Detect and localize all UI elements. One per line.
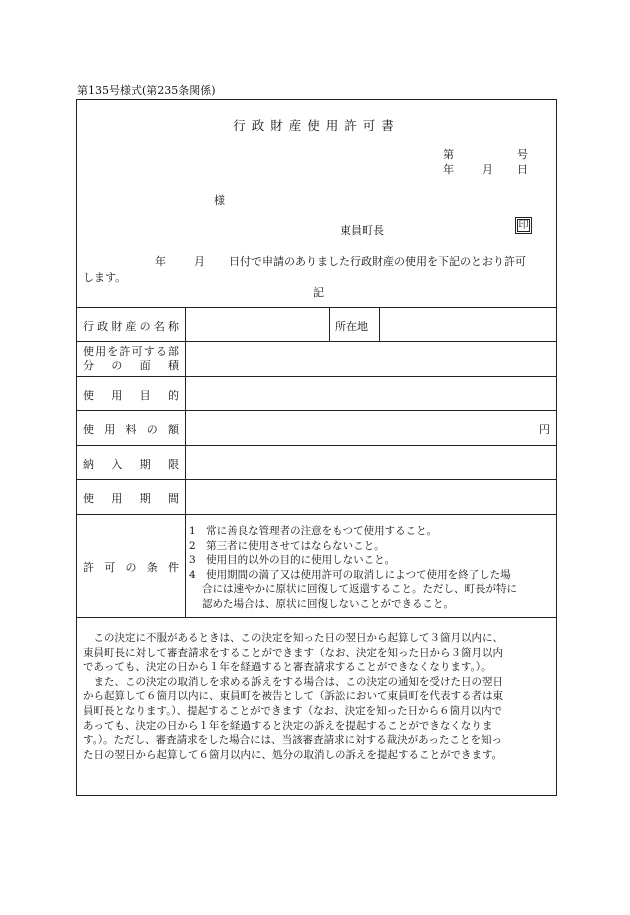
appeal-notice [83, 631, 551, 762]
row-rule [77, 445, 556, 446]
notice-line: た日の翌日から起算して６箇月以内に、処分の取消しの訴えを提起することができます。 [83, 748, 503, 761]
issuer-name: 東員町長 [340, 224, 384, 237]
ki-heading: 記 [313, 286, 324, 299]
intro-year: 年 [155, 255, 166, 268]
conditions-list [189, 524, 551, 611]
date-day: 日 [517, 163, 528, 176]
intro-month: 月 [194, 255, 205, 268]
label-column-rule [185, 307, 186, 617]
notice-line: 員町長となります。）、提起することができます（なお、決定を知った日から６箇月以内で [83, 704, 503, 717]
area-label-line1: 使用を許可する部 [83, 345, 179, 358]
intro-text: 日付で申請のありました行政財産の使用を下記のとおり許可 [229, 255, 526, 268]
payment-due-label: 納入期限 [83, 458, 179, 471]
number-suffix: 号 [517, 148, 528, 161]
condition-item-cont: 認めた場合は、原状に回復しないことができること。 [202, 597, 454, 610]
row-rule [77, 410, 556, 411]
addressee-suffix: 様 [214, 194, 225, 207]
condition-item: 4 使用期間の満了又は使用許可の取消しによつて使用を終了した場 [189, 568, 511, 581]
notice-line: この決定に不服があるときは、この決定を知った日の翌日から起算して３箇月以内に、 [83, 632, 503, 644]
notice-line: であっても、決定の日から１年を経過すると審査請求することができなくなります。）。 [83, 661, 492, 674]
area-label-line2: 分の面積 [83, 359, 179, 372]
notice-line: す。）。ただし、審査請求をした場合には、当該審査請求に対する裁決があったことを知っ [83, 734, 503, 747]
form-number-label: 第135号様式(第235条関係) [77, 84, 216, 97]
row-rule [77, 514, 556, 515]
location-label: 所在地 [335, 320, 368, 333]
number-prefix: 第 [443, 148, 454, 161]
row-rule [77, 376, 556, 377]
notice-line: また、この決定の取消しを求める訴えをする場合は、この決定の通知を受けた日の翌日 [83, 675, 503, 688]
row-rule [77, 341, 556, 342]
intro-text-cont: します。 [83, 271, 127, 284]
condition-item: 2 第三者に使用させてはならないこと。 [189, 539, 385, 552]
condition-item-cont: 合には速やかに原状に回復して返還すること。ただし、町長が特に [202, 583, 517, 595]
location-left-rule [329, 307, 330, 341]
conditions-label: 許可の条件 [83, 561, 179, 574]
seal-mark: 印 [515, 217, 532, 234]
condition-item: 1 常に善良な管理者の注意をもつて使用すること。 [189, 525, 438, 537]
period-label: 使用期間 [83, 492, 179, 505]
location-right-rule [379, 307, 380, 341]
notice-line: 東員町長に対して審査請求をすることができます（なお、決定を知った日から３箇月以内 [83, 646, 503, 659]
permit-form [76, 99, 557, 796]
property-name-label: 行政財産の名称 [83, 320, 179, 333]
fee-unit: 円 [539, 423, 550, 436]
notice-line: あっても、決定の日から１年を経過すると決定の訴えを提起することができなくなりま [83, 719, 493, 732]
date-month: 月 [482, 163, 493, 176]
fee-label: 使用料の額 [83, 423, 179, 436]
date-year: 年 [443, 163, 454, 176]
table-top-rule [77, 307, 556, 308]
area-label [83, 345, 179, 373]
table-bottom-rule [77, 617, 556, 618]
row-rule [77, 479, 556, 480]
purpose-label: 使用目的 [83, 389, 179, 402]
document-title: 行政財産使用許可書 [233, 118, 400, 133]
condition-item: 3 使用目的以外の目的に使用しないこと。 [189, 554, 396, 566]
notice-line: から起算して６箇月以内に、東員町を被告として（訴訟において東員町を代表する者は東 [83, 690, 503, 703]
